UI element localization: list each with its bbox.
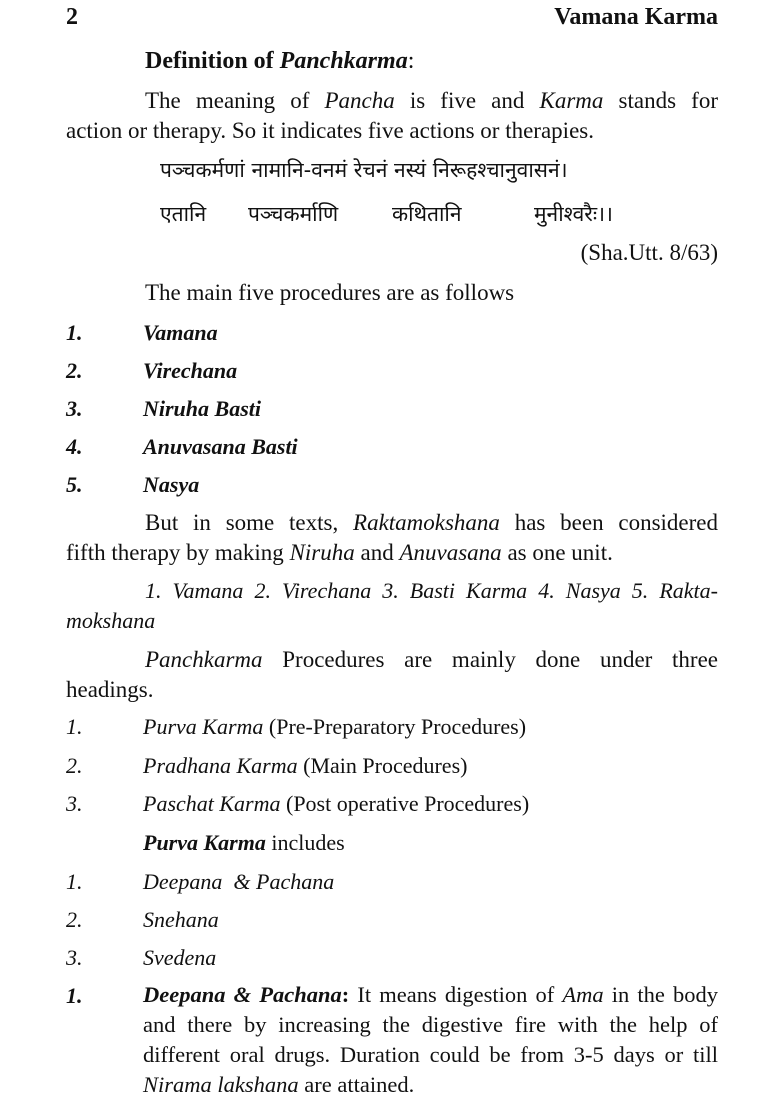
running-title: Vamana Karma bbox=[554, 4, 718, 30]
alt-list-line-1: 1. Vamana 2. Virechana 3. Basti Karma 4. Nasya 5. Rakta- bbox=[145, 578, 718, 603]
stage-item: Paschat Karma (Post operative Procedures) bbox=[143, 791, 530, 816]
list-number: 3. bbox=[66, 945, 83, 970]
procedure-item: Nasya bbox=[143, 472, 200, 497]
section-heading: Definition of Panchkarma: bbox=[145, 48, 415, 74]
purva-item: Deepana & Pachana bbox=[143, 869, 335, 894]
alt-note-line-2: fifth therapy by making Niruha and Anuvasana as one unit. bbox=[66, 540, 613, 565]
verse-reference: (Sha.Utt. 8/63) bbox=[580, 240, 718, 265]
verse-word: मुनीश्वरैः।। bbox=[534, 202, 614, 226]
procedure-item: Anuvasana Basti bbox=[143, 434, 298, 459]
list-number: 2. bbox=[66, 358, 83, 383]
procedure-item: Virechana bbox=[143, 358, 238, 383]
page-number: 2 bbox=[66, 4, 78, 30]
verse-line-1: पञ्चकर्मणां नामानि-वनमं रेचनं नस्यं निरूहश्चानुवासनं। bbox=[160, 158, 568, 182]
list-number: 1. bbox=[66, 320, 83, 345]
list-number: 3. bbox=[66, 791, 83, 816]
list-number: 4. bbox=[66, 434, 83, 459]
list-number: 1. bbox=[66, 983, 83, 1008]
intro-line-1: The meaning of Pancha is five and Karma stands for bbox=[145, 88, 718, 113]
stage-item: Purva Karma (Pre-Preparatory Procedures) bbox=[143, 714, 527, 739]
intro-line-2: action or therapy. So it indicates five actions or therapies. bbox=[66, 118, 594, 143]
verse-word: एतानि bbox=[160, 202, 207, 226]
purva-heading: Purva Karma includes bbox=[143, 830, 345, 855]
procedure-item: Niruha Basti bbox=[143, 396, 261, 421]
alt-note-line-1: But in some texts, Raktamokshana has been considered bbox=[145, 510, 718, 535]
list-number: 2. bbox=[66, 907, 83, 932]
verse-word: पञ्चकर्माणि bbox=[248, 202, 339, 226]
procedure-item: Vamana bbox=[143, 320, 218, 345]
headings-note-line-1: Panchkarma Procedures are mainly done under three bbox=[145, 647, 718, 672]
deepana-paragraph: Deepana & Pachana: It means digestion of Ama in the body and there by increasing the digestive fire with the help of different oral drugs. Duration could be from 3-5 days or till Nirama lakshana are attained. bbox=[143, 982, 718, 1097]
list-number: 3. bbox=[66, 396, 83, 421]
list-number: 2. bbox=[66, 753, 83, 778]
purva-item: Svedena bbox=[143, 945, 217, 970]
procedures-intro: The main five procedures are as follows bbox=[145, 280, 515, 305]
list-number: 5. bbox=[66, 472, 83, 497]
list-number: 1. bbox=[66, 714, 83, 739]
purva-item: Snehana bbox=[143, 907, 219, 932]
alt-list-line-2: mokshana bbox=[66, 608, 156, 633]
list-number: 1. bbox=[66, 869, 83, 894]
verse-word: कथितानि bbox=[392, 202, 462, 226]
headings-note-line-2: headings. bbox=[66, 677, 154, 702]
stage-item: Pradhana Karma (Main Procedures) bbox=[143, 753, 468, 778]
